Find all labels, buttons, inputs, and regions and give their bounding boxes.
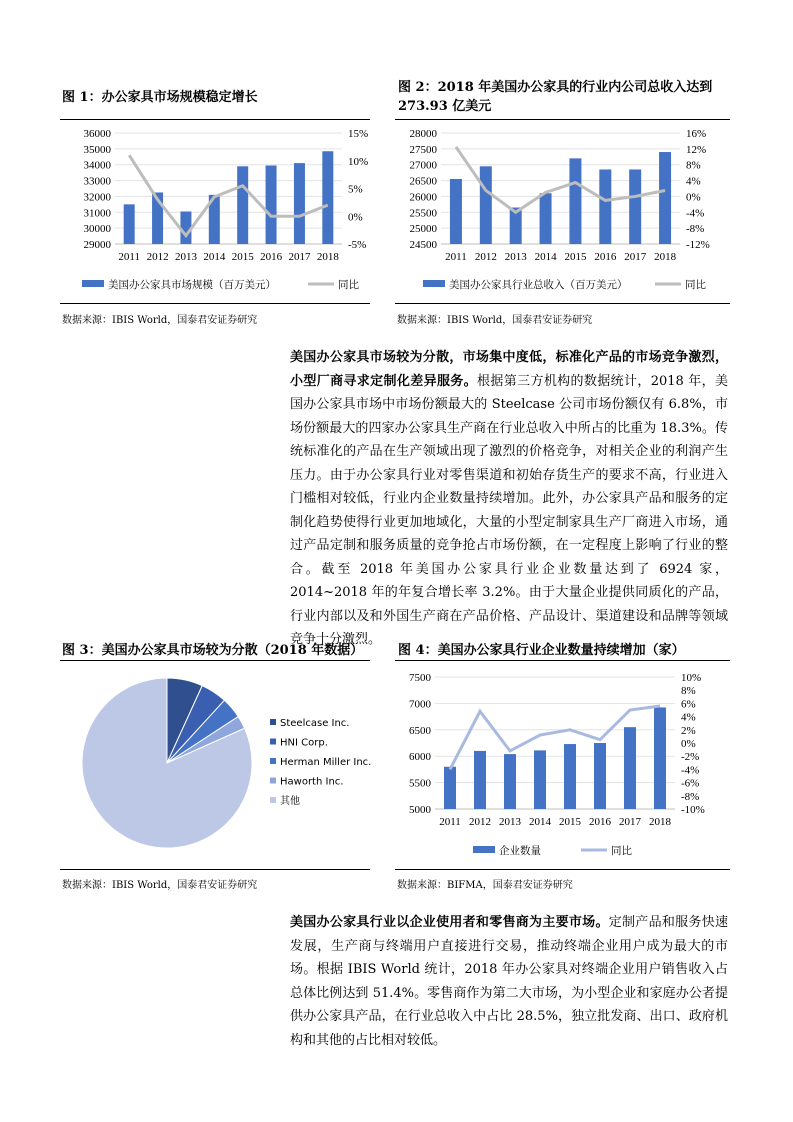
- y2-tick-label: 0%: [348, 211, 363, 224]
- y-tick-label: 32000: [83, 191, 111, 204]
- y2-tick-label: 8%: [681, 685, 696, 698]
- x-tick-label: 2014: [534, 251, 557, 263]
- y-tick-label: 27000: [409, 159, 437, 172]
- legend-label-4: 其他: [280, 796, 300, 807]
- fig2-bottom-rule: [395, 303, 730, 304]
- y2-tick-label: 4%: [681, 711, 696, 724]
- y2-tick-label: -4%: [681, 764, 700, 777]
- bar-2012: [474, 751, 486, 809]
- y2-tick-label: -4%: [686, 207, 705, 220]
- legend-bar-label: 美国办公家具市场规模（百万美元）: [108, 279, 276, 291]
- x-tick-label: 2014: [203, 251, 226, 263]
- fig4-source: 数据来源：BIFMA，国泰君安证券研究: [397, 880, 573, 891]
- bar-2011: [444, 767, 456, 809]
- y2-tick-label: 5%: [348, 183, 363, 196]
- y-tick-label: 7500: [409, 672, 431, 684]
- y2-tick-label: 0%: [681, 738, 696, 750]
- fig2-source: 数据来源：IBIS World，国泰君安证券研究: [397, 315, 593, 326]
- legend-swatch-4: [270, 797, 276, 803]
- bar-2018: [659, 152, 671, 244]
- y-tick-label: 34000: [83, 159, 111, 172]
- fig3-source: 数据来源：IBIS World，国泰君安证券研究: [62, 880, 258, 891]
- y-tick-label: 25000: [409, 223, 437, 236]
- x-tick-label: 2012: [146, 251, 169, 263]
- x-tick-label: 2017: [619, 816, 641, 828]
- legend-bar-swatch: [82, 280, 104, 287]
- y2-tick-label: 6%: [681, 698, 696, 711]
- legend-line-label: 同比: [685, 279, 706, 291]
- fig4-title: 图 4：美国办公家具行业企业数量持续增加（家）: [398, 643, 685, 658]
- bar-2018: [322, 151, 333, 244]
- legend-label-2: Herman Miller Inc.: [280, 757, 372, 768]
- legend-bar-swatch: [473, 846, 495, 853]
- y2-tick-label: -6%: [681, 777, 700, 790]
- y-tick-label: 25500: [409, 207, 437, 220]
- legend-swatch-2: [270, 758, 276, 764]
- y2-tick-label: 10%: [348, 155, 369, 168]
- bar-2013: [180, 211, 191, 244]
- y-tick-label: 5000: [409, 804, 431, 816]
- x-tick-label: 2011: [118, 251, 140, 263]
- x-tick-label: 2013: [504, 251, 527, 263]
- x-tick-label: 2012: [474, 251, 497, 263]
- legend-swatch-0: [270, 719, 276, 725]
- y-tick-label: 36000: [83, 128, 111, 140]
- x-tick-label: 2011: [439, 816, 461, 828]
- fig1-bottom-rule: [60, 303, 370, 304]
- y-tick-label: 6000: [409, 751, 431, 764]
- y-tick-label: 33000: [83, 175, 111, 188]
- legend-label-3: Haworth Inc.: [280, 776, 344, 788]
- y-tick-label: 28000: [409, 128, 437, 140]
- y2-tick-label: -8%: [681, 790, 700, 803]
- fig1-chart: [60, 122, 380, 300]
- x-tick-label: 2015: [564, 251, 587, 263]
- paragraph1-lead: 美国办公家具市场较为分散，市场集中度低，标准化产品的市场竞争激烈，小型厂商寻求定制化差异服务。: [290, 350, 728, 389]
- fig3-title: 图 3：美国办公家具市场较为分散（2018 年数据）: [62, 643, 364, 658]
- y-tick-label: 5500: [409, 777, 431, 790]
- x-tick-label: 2018: [649, 816, 671, 828]
- y2-tick-label: 16%: [686, 128, 707, 140]
- x-tick-label: 2016: [594, 251, 617, 263]
- y-tick-label: 24500: [409, 239, 437, 251]
- y2-tick-label: -12%: [686, 239, 710, 251]
- bar-2016: [594, 743, 606, 809]
- y2-tick-label: -8%: [686, 223, 705, 236]
- bar-2015: [569, 158, 581, 244]
- bar-2014: [540, 193, 552, 244]
- bar-2013: [504, 754, 516, 809]
- paragraph2-lead: 美国办公家具行业以企业使用者和零售商为主要市场。: [290, 915, 609, 930]
- legend-swatch-3: [270, 778, 276, 784]
- x-tick-label: 2014: [529, 816, 551, 828]
- x-tick-label: 2017: [624, 251, 647, 263]
- legend-line-label: 同比: [611, 845, 632, 857]
- bar-2011: [124, 204, 135, 244]
- x-tick-label: 2013: [174, 251, 197, 263]
- paragraph2-body: 定制产品和服务快速发展，生产商与终端用户直接进行交易，推动终端企业用户成为最大的市场。根据 IBIS World 统计，2018 年办公家具对终端企业用户销售收入占总体比例达到 51.4%。零售商作为第二大市场，为小型企业和家庭办公者提供办公家具产品，在行业总收入中占比 28.5%，独立批发商、出口、政府机构和其他的占比相对较低。: [290, 915, 728, 1048]
- x-tick-label: 2016: [589, 816, 611, 828]
- bar-2017: [629, 169, 641, 244]
- fig3-chart: [60, 663, 380, 868]
- market-fragmentation-paragraph: [290, 346, 728, 652]
- y2-tick-label: 4%: [686, 175, 701, 188]
- y-tick-label: 30000: [83, 223, 111, 236]
- y-tick-label: 35000: [83, 143, 111, 156]
- fig2-title: 图 2：2018 年美国办公家具的行业内公司总收入达到 273.93 亿美元: [398, 80, 713, 114]
- y2-tick-label: 15%: [348, 128, 369, 140]
- fig1-title: 图 1：办公家具市场规模稳定增长: [62, 90, 258, 105]
- legend-line-label: 同比: [338, 279, 359, 291]
- bar-2014: [534, 750, 546, 809]
- bar-2015: [237, 166, 248, 244]
- x-tick-label: 2013: [499, 816, 521, 828]
- legend-bar-label: 美国办公家具行业总收入（百万美元）: [449, 279, 628, 291]
- x-tick-label: 2016: [260, 251, 283, 263]
- legend-bar-label: 企业数量: [499, 845, 541, 857]
- y-tick-label: 26000: [409, 191, 437, 204]
- bar-2017: [624, 727, 636, 809]
- y2-tick-label: -5%: [348, 239, 367, 251]
- y-tick-label: 31000: [83, 207, 111, 220]
- x-tick-label: 2011: [445, 251, 467, 263]
- legend-bar-swatch: [423, 280, 445, 287]
- y-tick-label: 26500: [409, 175, 437, 188]
- fig1-top-rule: [60, 119, 370, 120]
- fig4-chart: [395, 663, 735, 868]
- legend-label-1: HNI Corp.: [280, 737, 328, 749]
- y-tick-label: 7000: [409, 698, 431, 711]
- x-tick-label: 2017: [288, 251, 311, 263]
- legend-swatch-1: [270, 739, 276, 745]
- fig3-top-rule: [60, 660, 370, 661]
- fig2-chart: [395, 122, 735, 300]
- x-tick-label: 2012: [469, 816, 491, 828]
- bar-2012: [480, 166, 492, 244]
- y2-tick-label: 0%: [686, 191, 701, 204]
- y2-tick-label: 10%: [681, 672, 702, 684]
- y2-tick-label: 8%: [686, 159, 701, 172]
- x-tick-label: 2015: [559, 816, 581, 828]
- bar-2017: [294, 163, 305, 244]
- y-tick-label: 27500: [409, 143, 437, 156]
- paragraph1-body: 根据第三方机构的数据统计，2018 年，美国办公家具市场中市场份额最大的 Steelcase 公司市场份额仅有 6.8%，市场份额最大的四家办公家具生产商在行业总收入中所占的比重为 18.3%。传统标准化的产品在生产领域出现了激烈的价格竞争，对相关企业的利润产生压力。由于办公家具行业对零售渠道和初始存货生产的要求不高，行业进入门槛相对较低，行业内企业数量持续增加。此外，办公家具产品和服务的定制化趋势使得行业更加地域化，大量的小型定制家具生产厂商进入市场，通过产品定制和服务质量的竞争抢占市场份额，在一定程度上影响了行业的整合。截至 2018 年美国办公家具行业企业数量达到了 6924 家，2014~2018 年的年复合增长率 3.2%。由于大量企业提供同质化的产品，行业内部以及和外国生产商在产品价格、产品设计、渠道建设和品牌等领域竞争十分激烈。: [290, 373, 728, 647]
- y2-tick-label: -2%: [681, 751, 700, 764]
- bar-2018: [654, 707, 666, 809]
- y2-tick-label: 2%: [681, 724, 696, 737]
- bar-2016: [599, 169, 611, 244]
- bar-2016: [266, 166, 277, 244]
- fig1-source: 数据来源：IBIS World，国泰君安证券研究: [62, 315, 258, 326]
- y-tick-label: 29000: [83, 239, 111, 251]
- fig3-bottom-rule: [60, 869, 370, 870]
- end-user-market-paragraph: [290, 911, 728, 1052]
- y2-tick-label: -10%: [681, 804, 705, 816]
- fig4-top-rule: [395, 660, 730, 661]
- y-tick-label: 6500: [409, 724, 431, 737]
- x-tick-label: 2015: [231, 251, 254, 263]
- fig2-top-rule: [395, 119, 730, 120]
- x-tick-label: 2018: [654, 251, 677, 263]
- legend-label-0: Steelcase Inc.: [280, 718, 350, 729]
- fig4-bottom-rule: [395, 869, 730, 870]
- x-tick-label: 2018: [316, 251, 339, 263]
- bar-2011: [450, 179, 462, 244]
- y2-tick-label: 12%: [686, 143, 707, 156]
- bar-2015: [564, 744, 576, 809]
